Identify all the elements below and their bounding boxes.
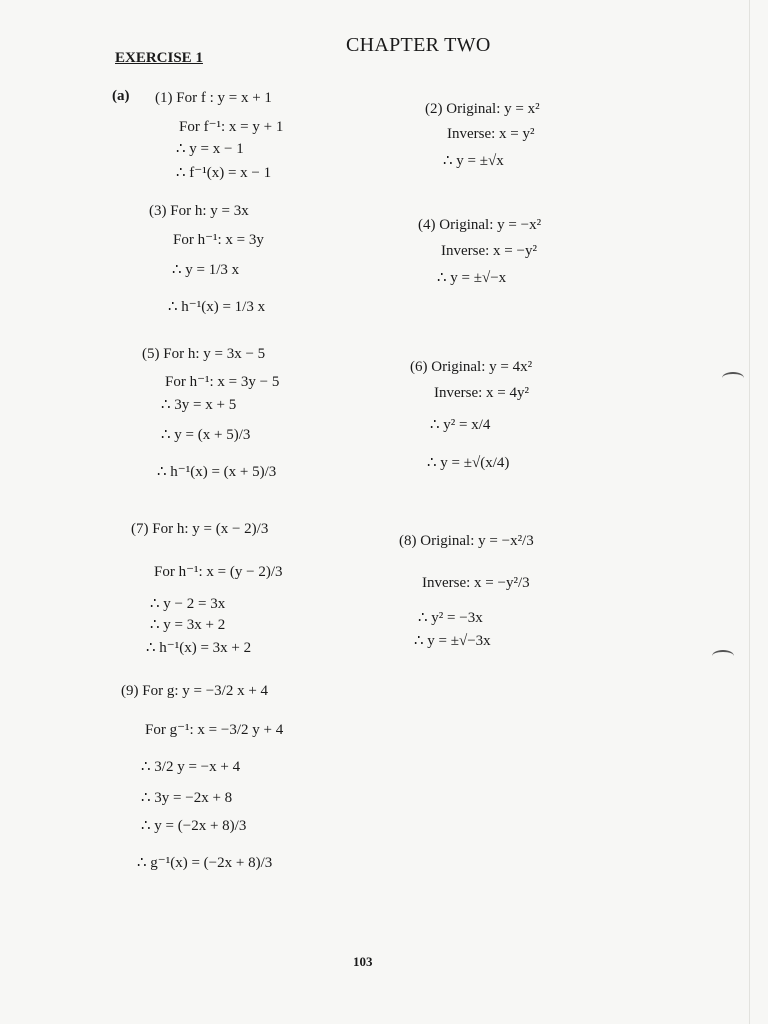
equation-line: ∴ y² = −3x — [418, 610, 483, 626]
equation-line: (8) Original: y = −x²/3 — [399, 533, 534, 549]
equation-line: ∴ 3/2 y = −x + 4 — [141, 759, 241, 775]
equation-line: ∴ y = 1/3 x — [172, 262, 240, 278]
equation-line: ∴ h⁻¹(x) = 1/3 x — [168, 299, 266, 315]
equation-line: ∴ y = ±√−3x — [414, 633, 491, 649]
part-label: (a) — [112, 88, 130, 104]
page-edge — [749, 0, 750, 1024]
equation-line: Inverse: x = −y² — [441, 243, 537, 259]
equation-line: ∴ h⁻¹(x) = 3x + 2 — [146, 640, 252, 656]
punch-hole-mark — [712, 650, 734, 662]
equation-line: ∴ y = x − 1 — [176, 141, 244, 157]
equation-line: (3) For h: y = 3x — [149, 203, 249, 219]
equation-line: ∴ y² = x/4 — [430, 417, 491, 433]
equation-line: ∴ y = ±√−x — [437, 270, 507, 286]
equation-line: For h⁻¹: x = 3y − 5 — [165, 374, 280, 390]
equation-line: ∴ y = 3x + 2 — [150, 617, 226, 633]
equation-line: (7) For h: y = (x − 2)/3 — [131, 521, 269, 537]
chapter-title: CHAPTER TWO — [346, 34, 491, 56]
equation-line: ∴ 3y = x + 5 — [161, 397, 237, 413]
equation-line: ∴ y = (−2x + 8)/3 — [141, 818, 247, 834]
equation-line: For f⁻¹: x = y + 1 — [179, 119, 284, 135]
equation-line: (9) For g: y = −3/2 x + 4 — [121, 683, 269, 699]
equation-line: (6) Original: y = 4x² — [410, 359, 533, 375]
equation-line: ∴ h⁻¹(x) = (x + 5)/3 — [157, 464, 277, 480]
equation-line: ∴ y = (x + 5)/3 — [161, 427, 251, 443]
equation-line: (1) For f : y = x + 1 — [155, 90, 272, 106]
equation-line: (4) Original: y = −x² — [418, 217, 542, 233]
punch-hole-mark — [722, 372, 744, 384]
equation-line: Inverse: x = 4y² — [434, 385, 530, 401]
page-number: 103 — [353, 954, 373, 969]
equation-line: ∴ f⁻¹(x) = x − 1 — [176, 165, 272, 181]
equation-line: (5) For h: y = 3x − 5 — [142, 346, 266, 362]
exercise-label: EXERCISE 1 — [115, 50, 203, 66]
equation-line: Inverse: x = y² — [447, 126, 535, 142]
equation-line: For h⁻¹: x = (y − 2)/3 — [154, 564, 283, 580]
equation-line: ∴ y = ±√x — [443, 153, 504, 169]
equation-line: For g⁻¹: x = −3/2 y + 4 — [145, 722, 284, 738]
equation-line: ∴ y = ±√(x/4) — [427, 455, 510, 471]
equation-line: ∴ 3y = −2x + 8 — [141, 790, 233, 806]
equation-line: Inverse: x = −y²/3 — [422, 575, 530, 591]
equation-line: ∴ y − 2 = 3x — [150, 596, 226, 612]
equation-line: For h⁻¹: x = 3y — [173, 232, 264, 248]
equation-line: ∴ g⁻¹(x) = (−2x + 8)/3 — [137, 855, 273, 871]
equation-line: (2) Original: y = x² — [425, 101, 540, 117]
